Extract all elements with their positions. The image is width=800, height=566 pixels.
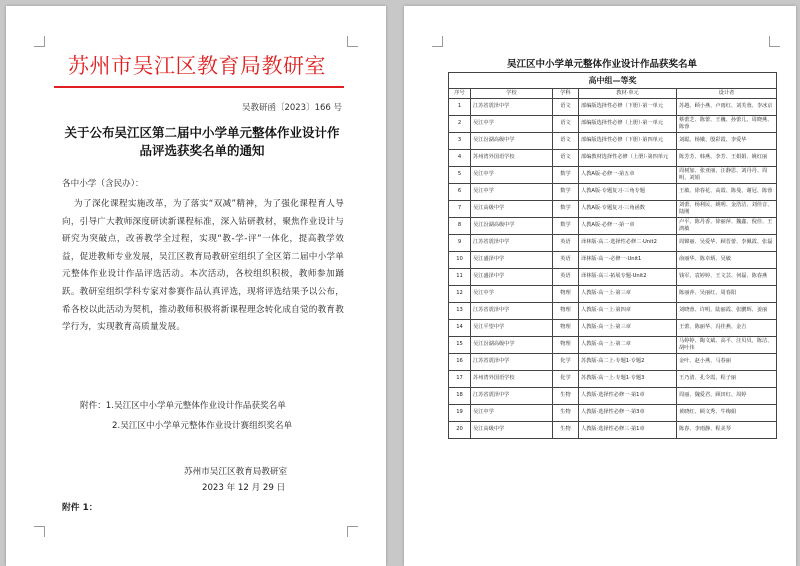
column-header: 设计者 [677,89,777,99]
row-subject: 数学 [553,201,579,218]
attachment-line-1: 附件：1.吴江区中小学单元整体作业设计作品获奖名单 [80,401,286,411]
table-row [449,167,777,184]
row-subject: 语文 [553,116,579,133]
row-school: 吴江汾湖高级中学 [471,337,553,354]
row-number: 16 [449,354,471,371]
row-subject: 数学 [553,218,579,235]
row-number: 2 [449,116,471,133]
group-heading: 高中组—等奖 [449,73,777,89]
column-header: 教材·单元 [579,89,677,99]
table-row [449,235,777,252]
row-school: 苏州湾外国语学校 [471,150,553,167]
row-designers: 王蕾、陈丽华、冯佳燕、金吉 [677,320,777,337]
table-row [449,252,777,269]
row-school: 吴江中学 [471,405,553,422]
salutation: 各中小学（含民办）： [62,179,144,189]
row-unit: 部编教材选择性必修（上册）·第四单元 [579,150,677,167]
table-row [449,371,777,388]
row-number: 10 [449,252,471,269]
document-title: 关于公布吴江区第二届中小学单元整体作业设计作品评选获奖名单的通知 [64,125,340,158]
document-number: 吴教研函〔2023〕166 号 [241,103,342,113]
row-designers: 陈芳芳、韩燕、李芳、王娟娟、姚红丽 [677,150,777,167]
crop-mark [347,526,358,537]
table-row [449,286,777,303]
document-page-2 [404,6,796,566]
crop-mark [769,36,780,47]
row-number: 5 [449,167,471,184]
table-title: 吴江区中小学单元整体作业设计作品获奖名单 [506,59,697,70]
row-designers: 刘晓蓉、许明、陆丽霞、张鹏辉、姜丽 [677,303,777,320]
signature-org: 苏州市吴江区教育局教研室 [184,467,288,477]
row-designers: 周锦丽、吴爱华、顾晋蕾、李佩霞、张磊 [677,235,777,252]
row-unit: 人教版·高一上·第四章 [579,303,677,320]
row-subject: 语文 [553,99,579,116]
header-red-rule [54,86,344,88]
row-school: 江苏省震泽中学 [471,388,553,405]
table-row [449,337,777,354]
row-unit: 人教版·选择性必修三·第1章 [579,422,677,439]
row-unit: 人教A版·必修一·第一章 [579,218,677,235]
row-school: 吴江汾湖高级中学 [471,133,553,150]
row-number: 13 [449,303,471,320]
row-unit: 苏教版·高二上·专题1·专题2 [579,354,677,371]
row-designers: 王敏、徐春花、高霞、陈曼、谢冠、陈蓉 [677,184,777,201]
row-unit: 人教版·高一上·第三章 [579,286,677,303]
body-paragraph: 为了深化课程实施改革，为了落实“双减”精神，为了强化课程育人导向，引导广大教师深度研读新课程标准，深入钻研教材，聚焦作业设计与研究为突破点，改善教学全过程，实现“教-学-评”一体化，提高教学效益，促进教师专业发展，吴江区教育局教研室组织了全区第二届中小学单元整体作业设计作品评选活动。本次活动，各校组织积极，教师参加踊跃。教研室组织学科专家对参赛作品认真评选，现将评选结果予以公布，希各校以此活动为契机，推动教师积极将新课程理念转化成自觉的教育教学行为，实现教育高质量发展。 [62,199,344,333]
row-school: 江苏省震泽中学 [471,99,553,116]
row-number: 4 [449,150,471,167]
table-row [449,422,777,439]
table-row [449,218,777,235]
row-subject: 英语 [553,269,579,286]
row-school: 吴江高级中学 [471,422,553,439]
row-subject: 语文 [553,150,579,167]
row-number: 20 [449,422,471,439]
row-school: 江苏省震泽中学 [471,303,553,320]
row-subject: 生物 [553,388,579,405]
row-subject: 物理 [553,337,579,354]
row-school: 吴江平望中学 [471,320,553,337]
row-subject: 生物 [553,422,579,439]
row-number: 7 [449,201,471,218]
row-designers: 苏越、顾小燕、卢雨红、刘芙蓉、李冰京 [677,99,777,116]
row-designers: 刘蕾、杨利民、姚明、金浩洁、刘佳音、陆刚 [677,201,777,218]
table-row [449,320,777,337]
row-designers: 周丽、魏爱君、顾田红、周婷 [677,388,777,405]
row-designers: 金叶、赵小燕、马春丽 [677,354,777,371]
row-school: 江苏省震泽中学 [471,354,553,371]
row-unit: 译林版·高二·选择性必修二·Unit2 [579,235,677,252]
row-school: 吴江汾湖高级中学 [471,218,553,235]
row-number: 14 [449,320,471,337]
table-row [449,269,777,286]
table-row [449,201,777,218]
table-row [449,184,777,201]
row-unit: 人教版·选择性必修一·第1章 [579,388,677,405]
row-number: 11 [449,269,471,286]
table-row [449,99,777,116]
row-school: 吴江中学 [471,116,553,133]
row-school: 吴江盛泽中学 [471,252,553,269]
row-school: 吴江中学 [471,167,553,184]
awards-table [448,72,777,439]
crop-mark [347,36,358,47]
row-subject: 化学 [553,354,579,371]
column-header: 学科 [553,89,579,99]
row-school: 苏州湾外国语学校 [471,371,553,388]
row-number: 19 [449,405,471,422]
row-designers: 黄晓红、顾文秀、牛梅娟 [677,405,777,422]
column-header: 序号 [449,89,471,99]
row-unit: 人教版·高一上·第三章 [579,320,677,337]
row-subject: 物理 [553,320,579,337]
row-subject: 英语 [553,252,579,269]
row-subject: 语文 [553,133,579,150]
row-school: 吴江中学 [471,286,553,303]
crop-mark [34,36,45,47]
row-unit: 部编版选择性必修（下册）·第一单元 [579,99,677,116]
row-number: 9 [449,235,471,252]
row-school: 吴江高级中学 [471,201,553,218]
attachment-line-2: 2.吴江区中小学单元整体作业设计赛组织奖名单 [112,421,293,431]
row-subject: 化学 [553,371,579,388]
row-unit: 人教版·选择性必修一·第3章 [579,405,677,422]
row-number: 17 [449,371,471,388]
row-unit: 译林版·高三·拓展专题·Unit2 [579,269,677,286]
row-subject: 生物 [553,405,579,422]
row-unit: 译林版·高一·必修一·Unit1 [579,252,677,269]
table-row [449,405,777,422]
column-header: 学校 [471,89,553,99]
crop-mark [432,36,443,47]
row-unit: 人教版·高一上·第二章 [579,337,677,354]
signature-date: 2023 年 12 月 29 日 [202,483,286,493]
row-designers: 钱军、袁婷婷、王文芸、何磊、陈春燕 [677,269,777,286]
row-number: 1 [449,99,471,116]
row-designers: 俞丽华、陈卓炳、吴敏 [677,252,777,269]
row-subject: 英语 [553,235,579,252]
table-row [449,150,777,167]
table-row [449,133,777,150]
row-unit: 人教A版·专题复习·三角专题 [579,184,677,201]
row-school: 吴江中学 [471,184,553,201]
row-subject: 物理 [553,303,579,320]
row-designers: 陈丽萍、吴丽红、周春阳 [677,286,777,303]
row-subject: 数学 [553,167,579,184]
row-designers: 马婷婷、陶文斌、高平、汪贝贝、陈洁、胡叶伟 [677,337,777,354]
document-page-1 [6,6,386,566]
table-row [449,116,777,133]
crop-mark [34,526,45,537]
row-number: 3 [449,133,471,150]
row-number: 12 [449,286,471,303]
table-row [449,303,777,320]
row-subject: 数学 [553,184,579,201]
row-designers: 陈春、李雨静、程美琴 [677,422,777,439]
row-number: 6 [449,184,471,201]
table-row [449,354,777,371]
appendix-label: 附件 1： [62,503,98,513]
row-designers: 刘聪、杨娥、殷彩霞、李爱华 [677,133,777,150]
row-designers: 王乃清、孔令霞、程子丽 [677,371,777,388]
table-row [449,388,777,405]
row-unit: 苏教版·高一上·专题1·专题3 [579,371,677,388]
row-number: 15 [449,337,471,354]
row-school: 吴江盛泽中学 [471,269,553,286]
row-unit: 人教A版·必修一·第五章 [579,167,677,184]
row-number: 18 [449,388,471,405]
row-unit: 人教A版·专题复习·三角函数 [579,201,677,218]
row-number: 8 [449,218,471,235]
row-designers: 卢平、陈丹香、徐丽萍、魏鑫、倪佳、王鸿敏 [677,218,777,235]
row-unit: 部编版选择性必修（上册）·第一单元 [579,116,677,133]
row-designers: 周树加、张亚丽、汪静思、刘丹丹、周明、刘娟 [677,167,777,184]
document-header: 苏州市吴江区教育局教研室 [68,54,326,78]
row-school: 江苏省震泽中学 [471,235,553,252]
row-designers: 蔡蕾芝、陈蕾、王巍、孙蕾儿、周晓燕、陈蓉 [677,116,777,133]
row-subject: 物理 [553,286,579,303]
row-unit: 部编版选择性必修（下册）·第四单元 [579,133,677,150]
